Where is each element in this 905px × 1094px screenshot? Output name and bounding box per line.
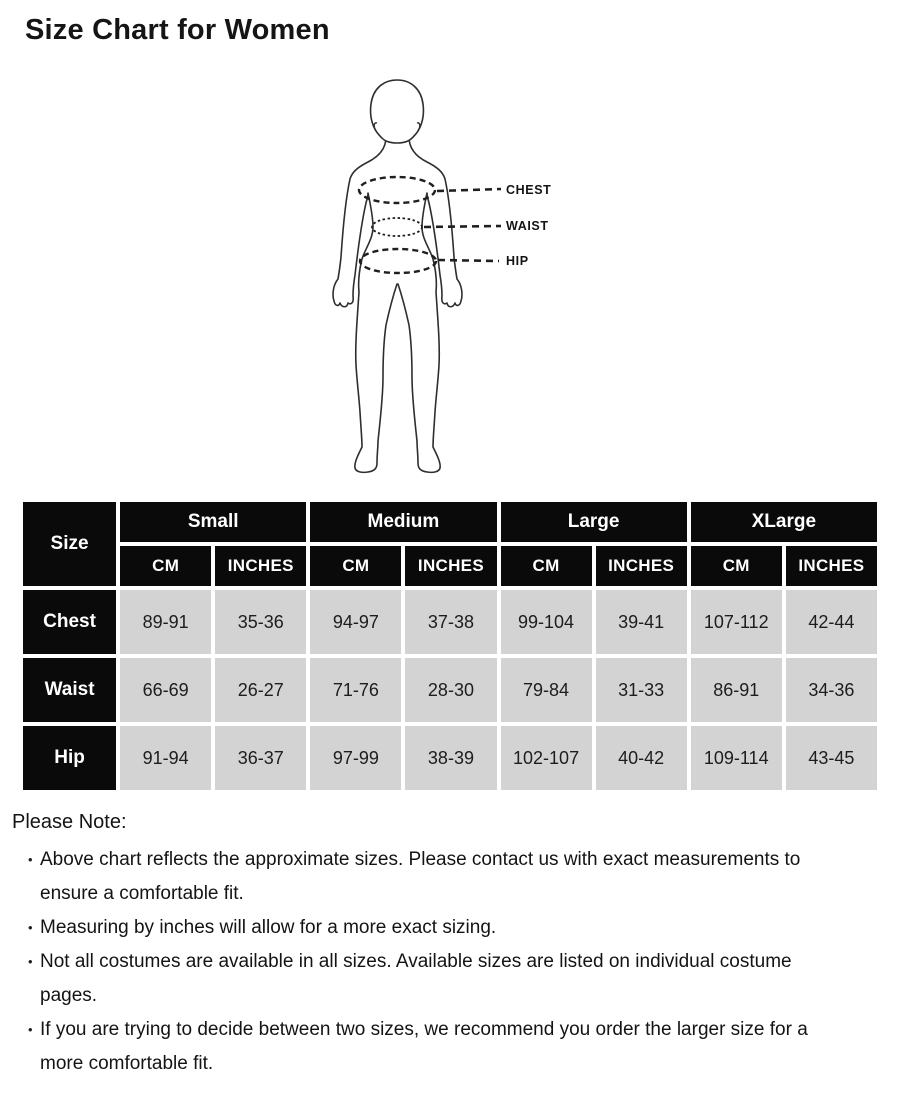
header-xlarge: XLarge [691,502,877,542]
table-row-waist [23,658,877,722]
notes-section [12,811,905,1081]
size-corner-header: Size [23,502,116,586]
chest-xlarge-inches: 42-44 [786,590,877,654]
row-label-waist: Waist [23,658,116,722]
table-row-hip [23,726,877,790]
hip-xlarge-cm: 109-114 [691,726,782,790]
chest-large-cm: 99-104 [501,590,592,654]
waist-large-inches: 31-33 [596,658,687,722]
unit-header-inches: INCHES [215,546,306,586]
note-text: Measuring by inches will allow for a more exact sizing. [40,917,497,938]
chest-label: CHEST [506,183,552,197]
waist-xlarge-inches: 34-36 [786,658,877,722]
chest-small-cm: 89-91 [120,590,211,654]
chest-xlarge-cm: 107-112 [691,590,782,654]
note-item [12,911,848,945]
unit-header-cm: CM [310,546,401,586]
unit-header-inches: INCHES [786,546,877,586]
note-text: If you are trying to decide between two sizes, we recommend you order the larger size for a more comfortable fit. [40,1019,808,1074]
waist-label: WAIST [506,219,549,233]
hip-small-cm: 91-94 [120,726,211,790]
header-large: Large [501,502,687,542]
bullet-glyph: • [28,1022,33,1037]
head-outline-path [371,80,424,143]
chest-medium-inches: 37-38 [405,590,496,654]
bullet-glyph: • [28,852,33,867]
hip-label: HIP [506,254,529,268]
waist-small-inches: 26-27 [215,658,306,722]
row-label-chest: Chest [23,590,116,654]
unit-header-inches: INCHES [596,546,687,586]
chest-medium-cm: 94-97 [310,590,401,654]
unit-header-cm: CM [501,546,592,586]
waist-large-cm: 79-84 [501,658,592,722]
page-title: Size Chart for Women [25,14,330,46]
header-medium: Medium [310,502,496,542]
size-chart-table [19,498,881,794]
unit-header-inches: INCHES [405,546,496,586]
chest-large-inches: 39-41 [596,590,687,654]
note-item [12,843,848,911]
hip-large-cm: 102-107 [501,726,592,790]
hip-small-inches: 36-37 [215,726,306,790]
bullet-glyph: • [28,954,33,969]
body-outline-path [333,137,462,472]
table-row-chest [23,590,877,654]
note-text: Above chart reflects the approximate sizes. Please contact us with exact measurements to ensure a comfortable fit. [40,849,801,904]
waist-medium-cm: 71-76 [310,658,401,722]
waist-xlarge-cm: 86-91 [691,658,782,722]
body-measurement-diagram [320,77,620,482]
note-item [12,1013,848,1081]
unit-header-cm: CM [691,546,782,586]
hip-large-inches: 40-42 [596,726,687,790]
note-text: Not all costumes are available in all sizes. Available sizes are listed on individual costume pages. [40,951,792,1006]
bullet-glyph: • [28,920,33,935]
table-header-row-units [23,546,877,586]
hip-xlarge-inches: 43-45 [786,726,877,790]
hip-medium-cm: 97-99 [310,726,401,790]
header-small: Small [120,502,306,542]
row-label-hip: Hip [23,726,116,790]
unit-header-cm: CM [120,546,211,586]
female-body-outline-illustration [320,77,620,482]
table-header-row-groups [23,502,877,542]
waist-medium-inches: 28-30 [405,658,496,722]
note-item [12,945,848,1013]
chest-small-inches: 35-36 [215,590,306,654]
hip-medium-inches: 38-39 [405,726,496,790]
notes-heading: Please Note: [12,811,127,833]
waist-small-cm: 66-69 [120,658,211,722]
